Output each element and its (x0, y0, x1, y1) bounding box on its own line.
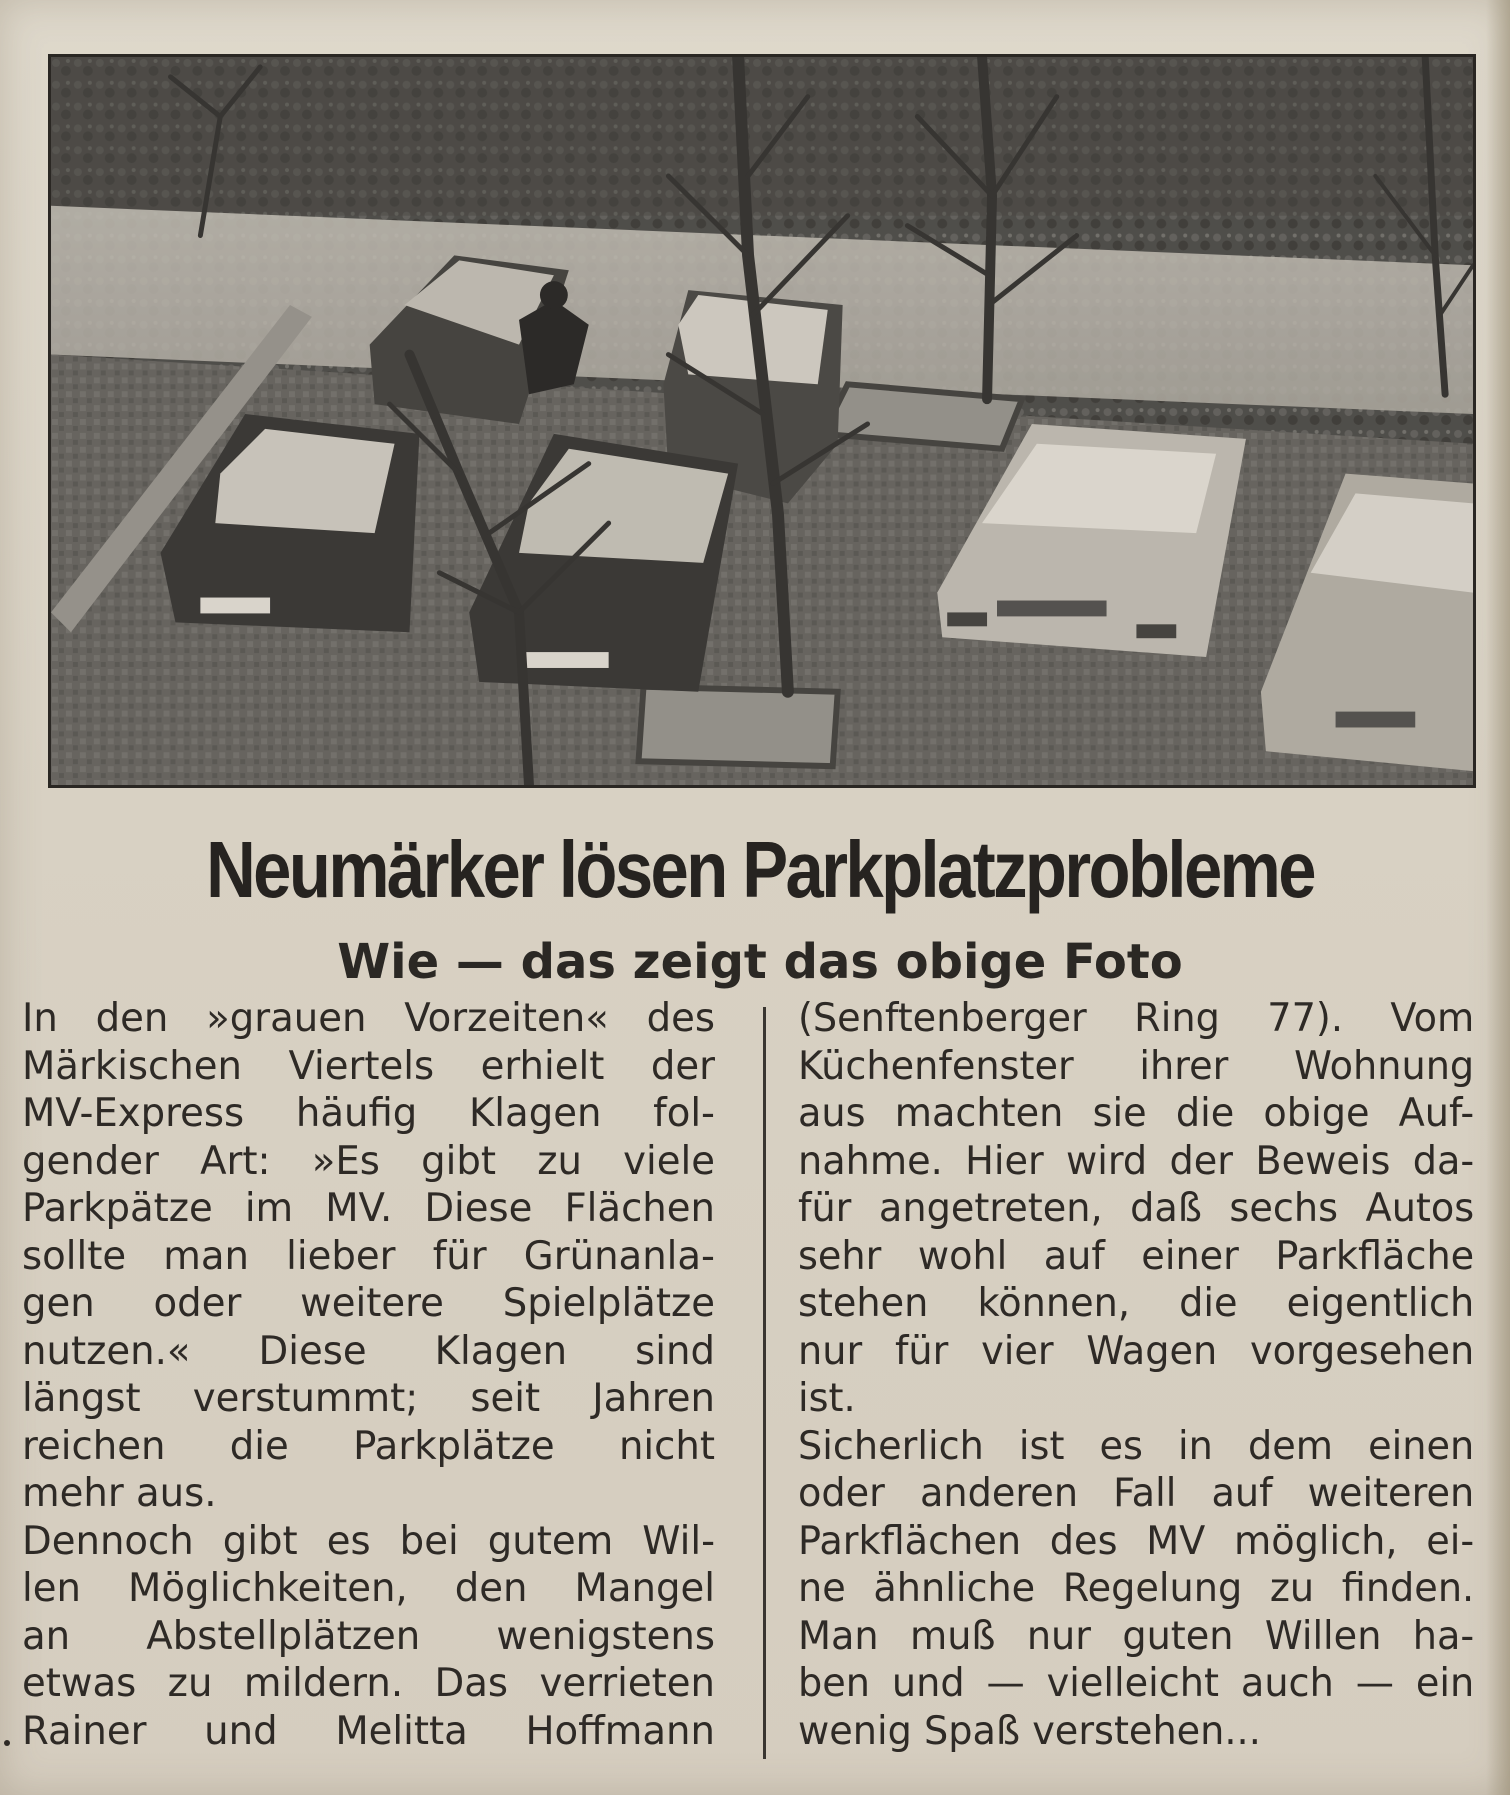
article-column-left (22, 995, 715, 1755)
text-line: MV-Express häufig Klagen fol- (22, 1091, 715, 1136)
text-line: gen oder weitere Spielplätze (22, 1281, 715, 1326)
text-line: ben und — vielleicht auch — ein (798, 1661, 1475, 1706)
text-line: gender Art: »Es gibt zu viele (22, 1138, 715, 1184)
text-line: nahme. Hier wird der Beweis da- (798, 1138, 1475, 1184)
text-line: sehr wohl auf einer Parkfläche (798, 1233, 1475, 1279)
parking-lot-photo-drawing (51, 57, 1473, 785)
text-line: wenig Spaß verstehen... (798, 1708, 1261, 1754)
text-line: reichen die Parkplätze nicht (22, 1423, 715, 1469)
text-line: ne ähnliche Regelung zu finden. (798, 1566, 1475, 1611)
text-line: ist. (798, 1376, 856, 1421)
column-divider (763, 1007, 766, 1759)
text-line: oder anderen Fall auf weiteren (798, 1471, 1475, 1516)
text-line: Parkflächen des MV möglich, ei- (798, 1518, 1475, 1564)
article-headline: Neumärker lösen Parkplatzprobleme (206, 825, 1314, 914)
text-line: aus machten sie die obige Auf- (798, 1091, 1475, 1136)
text-line: etwas zu mildern. Das verrieten (22, 1661, 715, 1706)
text-line: Parkpätze im MV. Diese Flächen (22, 1186, 715, 1231)
text-line: Rainer und Melitta Hoffmann (22, 1708, 715, 1754)
text-line: stehen können, die eigentlich (798, 1281, 1475, 1326)
text-line: längst verstummt; seit Jahren (22, 1376, 715, 1421)
text-line: Küchenfenster ihrer Wohnung (798, 1043, 1475, 1089)
text-line: nutzen.« Diese Klagen sind (22, 1328, 715, 1374)
text-line: Man muß nur guten Willen ha- (798, 1613, 1475, 1659)
text-line: Märkischen Viertels erhielt der (22, 1043, 715, 1089)
text-line: mehr aus. (22, 1471, 217, 1516)
text-line: für angetreten, daß sechs Autos (798, 1186, 1475, 1231)
margin-dot (4, 1740, 10, 1746)
paper-edge-shadow (1486, 0, 1510, 1795)
article-subheadline: Wie — das zeigt das obige Foto (337, 934, 1183, 990)
parking-lot-photo (48, 54, 1476, 788)
text-line: nur für vier Wagen vorgesehen (798, 1328, 1475, 1374)
article-column-right (798, 995, 1474, 1755)
text-line: In den »grauen Vorzeiten« des (22, 996, 715, 1041)
text-line: sollte man lieber für Grünanla- (22, 1233, 715, 1279)
text-line: (Senftenberger Ring 77). Vom (798, 996, 1475, 1041)
text-line: an Abstellplätzen wenigstens (22, 1613, 715, 1659)
text-line: len Möglichkeiten, den Mangel (22, 1566, 715, 1611)
text-line: Dennoch gibt es bei gutem Wil- (22, 1518, 715, 1564)
text-line: Sicherlich ist es in dem einen (798, 1423, 1475, 1469)
